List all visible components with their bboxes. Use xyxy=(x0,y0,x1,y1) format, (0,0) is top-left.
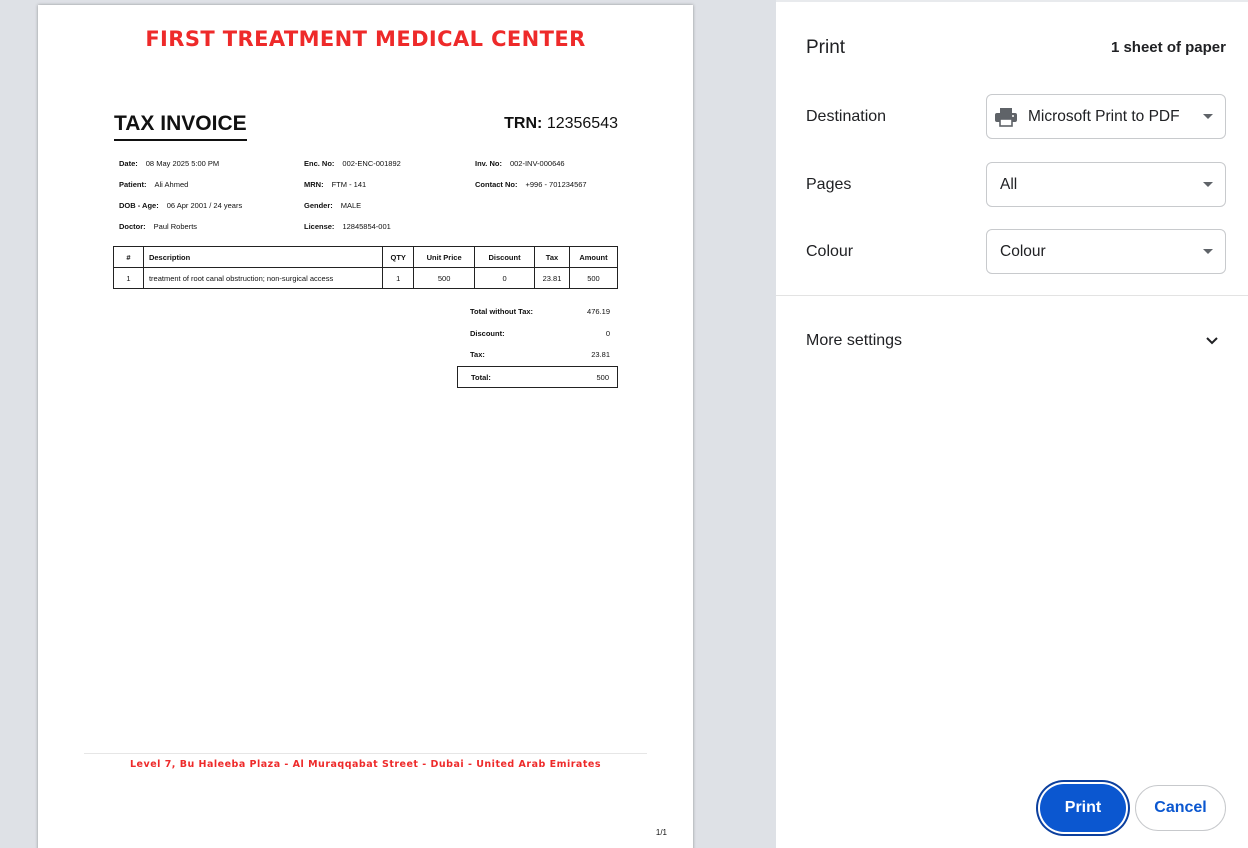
total-without-tax xyxy=(470,307,610,316)
meta-label: Enc. No: xyxy=(304,159,335,168)
dropdown-caret-icon xyxy=(1203,182,1213,187)
print-settings-panel xyxy=(776,0,1248,848)
destination-select[interactable] xyxy=(986,94,1226,139)
table-cell: 23.81 xyxy=(535,268,570,289)
preview-page xyxy=(38,5,693,848)
meta-inv xyxy=(475,159,565,168)
meta-label: Inv. No: xyxy=(475,159,502,168)
footer-divider xyxy=(84,753,647,754)
settings-divider xyxy=(776,295,1248,296)
meta-value: Paul Roberts xyxy=(153,222,198,231)
total-label: Tax: xyxy=(470,350,485,359)
meta-value: Ali Ahmed xyxy=(154,180,189,189)
meta-mrn xyxy=(304,180,366,189)
meta-license xyxy=(304,222,391,231)
meta-patient xyxy=(119,180,188,189)
cancel-button[interactable]: Cancel xyxy=(1135,785,1226,831)
page-number: 1/1 xyxy=(655,828,667,837)
meta-enc xyxy=(304,159,401,168)
table-header: Unit Price xyxy=(414,247,475,268)
pages-value: All xyxy=(1000,175,1018,193)
colour-select[interactable] xyxy=(986,229,1226,274)
meta-value: +996 - 701234567 xyxy=(525,180,587,189)
table-header: # xyxy=(114,247,144,268)
chevron-down-icon[interactable] xyxy=(1204,333,1220,349)
total-value: 476.19 xyxy=(587,307,610,316)
table-cell: 500 xyxy=(569,268,617,289)
pages-select[interactable] xyxy=(986,162,1226,207)
print-button[interactable]: Print xyxy=(1040,784,1126,832)
table-header: QTY xyxy=(383,247,414,268)
total-value: 0 xyxy=(605,329,610,338)
table-header: Discount xyxy=(475,247,535,268)
trn xyxy=(504,115,618,133)
meta-value: 06 Apr 2001 / 24 years xyxy=(166,201,243,210)
total-discount xyxy=(470,329,610,338)
meta-value: MALE xyxy=(340,201,362,210)
meta-label: Patient: xyxy=(119,180,147,189)
meta-value: 08 May 2025 5:00 PM xyxy=(145,159,220,168)
invoice-title: TAX INVOICE xyxy=(114,112,247,141)
destination-value: Microsoft Print to PDF xyxy=(1028,107,1180,125)
table-header: Amount xyxy=(569,247,617,268)
more-settings-toggle[interactable]: More settings xyxy=(806,332,903,349)
total-tax xyxy=(470,350,610,359)
meta-value: 002-INV-000646 xyxy=(509,159,565,168)
center-name: FIRST TREATMENT MEDICAL CENTER xyxy=(145,27,586,51)
table-cell: 1 xyxy=(383,268,414,289)
printer-icon xyxy=(994,107,1018,127)
meta-doctor xyxy=(119,222,197,231)
total-value: 23.81 xyxy=(591,350,610,359)
table-cell: 1 xyxy=(114,268,144,289)
table-header: Tax xyxy=(535,247,570,268)
meta-label: DOB - Age: xyxy=(119,201,159,210)
grand-total xyxy=(457,366,618,388)
footer-address: Level 7, Bu Haleeba Plaza - Al Muraqqabat Street - Dubai - United Arab Emirates xyxy=(130,759,601,770)
meta-label: MRN: xyxy=(304,180,324,189)
sheet-count: 1 sheet of paper xyxy=(1110,39,1226,56)
table-cell: 0 xyxy=(475,268,535,289)
items-table xyxy=(113,246,618,289)
trn-value: 12356543 xyxy=(546,115,618,132)
table-header-row xyxy=(114,247,618,268)
meta-dob xyxy=(119,201,242,210)
total-label: Total without Tax: xyxy=(470,307,534,316)
meta-label: Doctor: xyxy=(119,222,146,231)
destination-label: Destination xyxy=(806,108,887,125)
colour-value: Colour xyxy=(1000,242,1046,260)
dropdown-caret-icon xyxy=(1203,249,1213,254)
total-label: Total: xyxy=(471,372,491,382)
meta-label: Contact No: xyxy=(475,180,518,189)
meta-gender xyxy=(304,201,361,210)
table-cell: 500 xyxy=(414,268,475,289)
meta-date xyxy=(119,159,219,168)
meta-contact xyxy=(475,180,587,189)
meta-value: FTM - 141 xyxy=(331,180,367,189)
panel-title: Print xyxy=(806,37,846,58)
trn-label: TRN: xyxy=(504,115,543,132)
dropdown-caret-icon xyxy=(1203,114,1213,119)
meta-label: Date: xyxy=(119,159,138,168)
total-value: 500 xyxy=(596,372,609,382)
pages-label: Pages xyxy=(806,176,852,193)
total-label: Discount: xyxy=(470,329,505,338)
colour-label: Colour xyxy=(806,243,854,260)
meta-label: Gender: xyxy=(304,201,333,210)
table-header: Description xyxy=(143,247,382,268)
table-cell: treatment of root canal obstruction; non-surgical access xyxy=(143,268,382,289)
meta-label: License: xyxy=(304,222,335,231)
meta-value: 002-ENC-001892 xyxy=(342,159,401,168)
table-row xyxy=(114,268,618,289)
meta-value: 12845854-001 xyxy=(342,222,391,231)
panel-top-border xyxy=(776,0,1248,2)
